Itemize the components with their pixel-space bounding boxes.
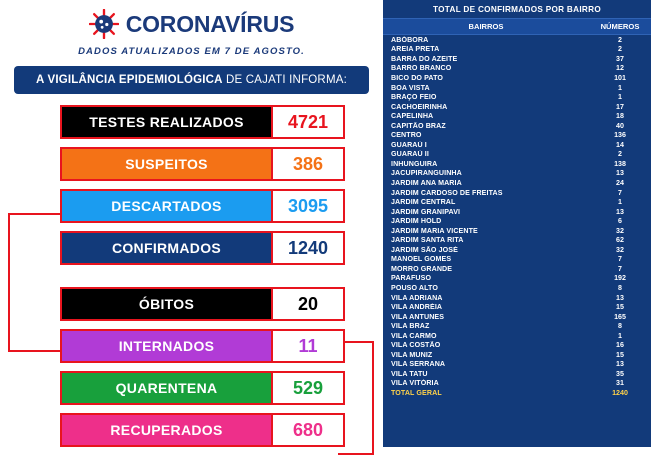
stat-value: 3095 bbox=[273, 189, 345, 223]
table-row bbox=[383, 130, 651, 140]
neighborhood-name: VILA ANDRÉIA bbox=[391, 303, 443, 312]
neighborhood-name: JARDIM SANTA RITA bbox=[391, 236, 464, 245]
neighborhood-count: 1 bbox=[618, 93, 622, 102]
brand-title: CORONAVÍRUS bbox=[125, 10, 295, 37]
stat-label: ÓBITOS bbox=[60, 287, 273, 321]
table-row bbox=[383, 245, 651, 255]
table-row bbox=[383, 283, 651, 293]
neighborhood-count: 17 bbox=[616, 102, 624, 111]
table-row bbox=[383, 235, 651, 245]
neighborhood-count: 24 bbox=[616, 178, 624, 187]
neighborhood-panel-title: TOTAL DE CONFIRMADOS POR BAIRRO bbox=[432, 5, 602, 14]
neighborhood-count: 8 bbox=[618, 322, 622, 331]
stat-value: 529 bbox=[273, 371, 345, 405]
table-row bbox=[383, 369, 651, 379]
table-row bbox=[383, 379, 651, 389]
stats-list bbox=[0, 105, 383, 447]
neighborhood-count: 13 bbox=[616, 293, 624, 302]
brand-header bbox=[0, 9, 383, 39]
table-row bbox=[383, 54, 651, 64]
neighborhood-name: VILA TATU bbox=[391, 369, 428, 378]
neighborhood-count: 40 bbox=[616, 121, 624, 130]
stat-row-testes-realizados bbox=[60, 105, 345, 139]
neighborhood-name: PARAFUSO bbox=[391, 274, 432, 283]
info-banner-suffix: DE CAJATI INFORMA: bbox=[222, 74, 347, 86]
table-row bbox=[383, 207, 651, 217]
table-row bbox=[383, 350, 651, 360]
table-row-total bbox=[383, 388, 651, 398]
neighborhood-count: 14 bbox=[616, 140, 624, 149]
neighborhood-name: JARDIM GRANIPAVI bbox=[391, 207, 461, 216]
table-row bbox=[383, 92, 651, 102]
neighborhood-name: ABÓBORA bbox=[391, 35, 429, 44]
neighborhood-name: JARDIM CENTRAL bbox=[391, 198, 456, 207]
stat-value: 4721 bbox=[273, 105, 345, 139]
stat-row-obitos bbox=[60, 287, 345, 321]
neighborhood-name: MANOEL GOMES bbox=[391, 255, 452, 264]
stat-row-confirmados bbox=[60, 231, 345, 265]
stat-row-internados bbox=[60, 329, 345, 363]
neighborhood-name: VILA VITÓRIA bbox=[391, 379, 439, 388]
table-row bbox=[383, 102, 651, 112]
neighborhood-count: 7 bbox=[618, 188, 622, 197]
table-row bbox=[383, 188, 651, 198]
bracket-left bbox=[8, 213, 62, 352]
neighborhood-panel bbox=[383, 0, 651, 447]
neighborhood-count: 13 bbox=[616, 169, 624, 178]
neighborhood-name: VILA CARMO bbox=[391, 331, 437, 340]
stat-value: 680 bbox=[273, 413, 345, 447]
neighborhood-count: 2 bbox=[618, 35, 622, 44]
neighborhood-name: CAPELINHA bbox=[391, 112, 434, 121]
table-row bbox=[383, 159, 651, 169]
neighborhood-count: 12 bbox=[616, 64, 624, 73]
neighborhood-count: 62 bbox=[616, 236, 624, 245]
table-row bbox=[383, 140, 651, 150]
table-row bbox=[383, 35, 651, 45]
neighborhood-count: 15 bbox=[616, 350, 624, 359]
total-label: TOTAL GERAL bbox=[391, 389, 442, 397]
table-row bbox=[383, 312, 651, 322]
neighborhood-count: 2 bbox=[618, 45, 622, 54]
info-banner-prefix: A VIGILÂNCIA EPIDEMIOLÓGICA bbox=[36, 74, 223, 86]
table-row bbox=[383, 341, 651, 351]
stat-label: TESTES REALIZADOS bbox=[60, 105, 273, 139]
neighborhood-name: JARDIM SÃO JOSÉ bbox=[391, 245, 458, 254]
table-row bbox=[383, 264, 651, 274]
column-header-bairros: BAIRROS bbox=[468, 22, 504, 31]
column-header-numeros: NÚMEROS bbox=[600, 22, 640, 31]
total-value: 1240 bbox=[612, 389, 628, 397]
neighborhood-count: 7 bbox=[618, 255, 622, 264]
stat-label: CONFIRMADOS bbox=[60, 231, 273, 265]
neighborhood-name: POUSO ALTO bbox=[391, 283, 438, 292]
stat-row-recuperados bbox=[60, 413, 345, 447]
neighborhood-count: 35 bbox=[616, 369, 624, 378]
neighborhood-name: BRAÇO FEIO bbox=[391, 93, 437, 102]
stat-value: 20 bbox=[273, 287, 345, 321]
table-row bbox=[383, 255, 651, 265]
table-row bbox=[383, 83, 651, 93]
neighborhood-count: 37 bbox=[616, 54, 624, 63]
table-row bbox=[383, 360, 651, 370]
neighborhood-name: VILA SERRANA bbox=[391, 360, 446, 369]
neighborhood-table-header bbox=[383, 18, 651, 35]
neighborhood-name: BOA VISTA bbox=[391, 83, 430, 92]
neighborhood-count: 31 bbox=[616, 379, 624, 388]
neighborhood-name: JARDIM ANA MARIA bbox=[391, 178, 462, 187]
stat-label: INTERNADOS bbox=[60, 329, 273, 363]
neighborhood-name: VILA BRAZ bbox=[391, 322, 430, 331]
stat-value: 1240 bbox=[273, 231, 345, 265]
neighborhood-count: 18 bbox=[616, 112, 624, 121]
neighborhood-name: VILA MUNIZ bbox=[391, 350, 433, 359]
neighborhood-name: INHUNGUIRA bbox=[391, 159, 438, 168]
stat-value: 11 bbox=[273, 329, 345, 363]
table-row bbox=[383, 293, 651, 303]
table-row bbox=[383, 121, 651, 131]
neighborhood-table-body bbox=[383, 35, 651, 398]
neighborhood-count: 15 bbox=[616, 303, 624, 312]
table-row bbox=[383, 64, 651, 74]
neighborhood-name: JACUPIRANGUINHA bbox=[391, 169, 462, 178]
neighborhood-name: JARDIM MARIA VICENTE bbox=[391, 226, 478, 235]
neighborhood-count: 13 bbox=[616, 207, 624, 216]
neighborhood-count: 136 bbox=[614, 131, 626, 140]
neighborhood-count: 32 bbox=[616, 245, 624, 254]
table-row bbox=[383, 226, 651, 236]
stat-label: QUARENTENA bbox=[60, 371, 273, 405]
neighborhood-count: 7 bbox=[618, 264, 622, 273]
table-row bbox=[383, 302, 651, 312]
table-row bbox=[383, 321, 651, 331]
neighborhood-count: 32 bbox=[616, 226, 624, 235]
table-row bbox=[383, 216, 651, 226]
neighborhood-count: 6 bbox=[618, 217, 622, 226]
neighborhood-name: BARRA DO AZEITE bbox=[391, 54, 458, 63]
neighborhood-count: 1 bbox=[618, 83, 622, 92]
table-row bbox=[383, 45, 651, 55]
neighborhood-count: 16 bbox=[616, 341, 624, 350]
neighborhood-name: JARDIM CARDOSO DE FREITAS bbox=[391, 188, 503, 197]
neighborhood-name: CAPITÃO BRAZ bbox=[391, 121, 446, 130]
neighborhood-name: VILA COSTÃO bbox=[391, 341, 441, 350]
table-row bbox=[383, 73, 651, 83]
table-row bbox=[383, 197, 651, 207]
neighborhood-name: VILA ADRIANA bbox=[391, 293, 443, 302]
neighborhood-name: GUARAÚ II bbox=[391, 150, 429, 159]
info-banner bbox=[14, 66, 369, 94]
neighborhood-name: JARDIM HOLD bbox=[391, 217, 442, 226]
stat-row-quarentena bbox=[60, 371, 345, 405]
neighborhood-name: CENTRO bbox=[391, 131, 422, 140]
stat-row-suspeitos bbox=[60, 147, 345, 181]
neighborhood-count: 2 bbox=[618, 150, 622, 159]
neighborhood-name: CACHOEIRINHA bbox=[391, 102, 448, 111]
neighborhood-count: 8 bbox=[618, 283, 622, 292]
neighborhood-name: BARRO BRANCO bbox=[391, 64, 452, 73]
stat-row-descartados bbox=[60, 189, 345, 223]
neighborhood-count: 101 bbox=[614, 73, 626, 82]
table-row bbox=[383, 331, 651, 341]
table-row bbox=[383, 274, 651, 284]
virus-icon bbox=[89, 9, 119, 39]
stat-label: DESCARTADOS bbox=[60, 189, 273, 223]
stat-value: 386 bbox=[273, 147, 345, 181]
neighborhood-name: BICO DO PATO bbox=[391, 73, 444, 82]
table-row bbox=[383, 169, 651, 179]
update-date: DADOS ATUALIZADOS EM 7 DE AGOSTO. bbox=[78, 46, 305, 57]
neighborhood-name: GUARAÚ I bbox=[391, 140, 427, 149]
table-row bbox=[383, 178, 651, 188]
neighborhood-count: 13 bbox=[616, 360, 624, 369]
neighborhood-name: VILA ANTUNES bbox=[391, 312, 445, 321]
neighborhood-count: 1 bbox=[618, 331, 622, 340]
neighborhood-name: MORRO GRANDE bbox=[391, 264, 453, 273]
table-row bbox=[383, 111, 651, 121]
neighborhood-name: AREIA PRETA bbox=[391, 45, 440, 54]
neighborhood-count: 138 bbox=[614, 159, 626, 168]
stat-label: SUSPEITOS bbox=[60, 147, 273, 181]
neighborhood-count: 192 bbox=[614, 274, 626, 283]
stat-label: RECUPERADOS bbox=[60, 413, 273, 447]
neighborhood-count: 165 bbox=[614, 312, 626, 321]
table-row bbox=[383, 150, 651, 160]
neighborhood-count: 1 bbox=[618, 198, 622, 207]
